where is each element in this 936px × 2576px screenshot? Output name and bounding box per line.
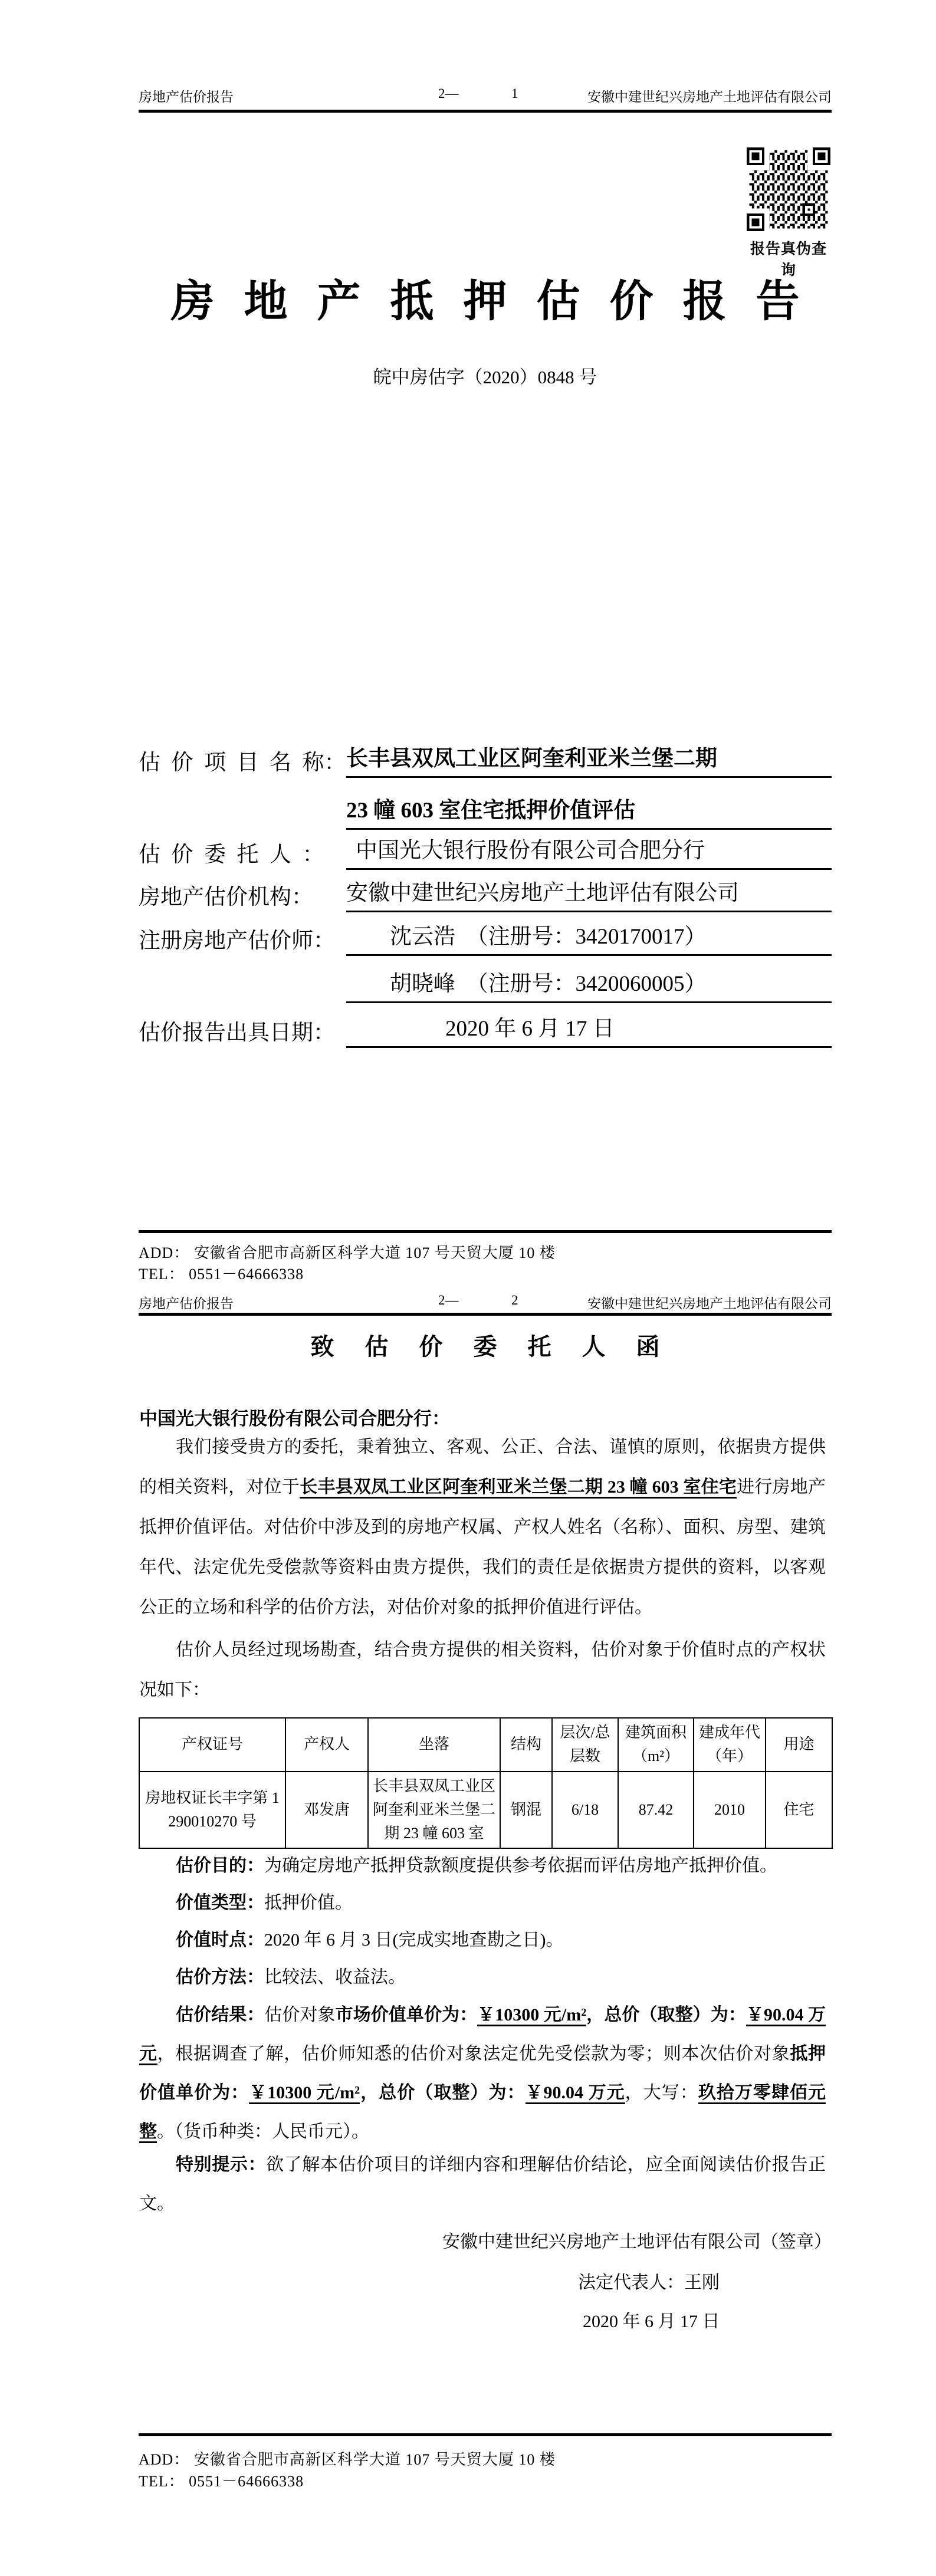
page1-header (139, 86, 832, 104)
result-mortgage-total: ￥90.04 万元 (526, 2083, 625, 2104)
footer-rule (139, 2433, 832, 2436)
footer-rule (139, 1230, 832, 1233)
table-header-cell: 建成年代（年） (694, 1718, 766, 1772)
table-header-cell: 用途 (766, 1718, 832, 1772)
header-doc-type: 房地产估价报告 (139, 1296, 234, 1311)
table-cell-use: 住宅 (766, 1772, 832, 1849)
field-purpose (139, 1847, 826, 1884)
result-label: 估价结果： (176, 2005, 265, 2025)
special-note-text: 欲了解本估价项目的详细内容和理解估价结论，应全面阅读估价报告正文。 (139, 2155, 826, 2213)
header-company-name: 安徽中建世纪兴房地产土地评估有限公司 (587, 90, 832, 104)
field-value: 安徽中建世纪兴房地产土地评估有限公司 (346, 879, 832, 912)
footer-tel: TEL： 0551－64666338 (139, 2473, 304, 2490)
result-text: ，总价（取整）为： (586, 2005, 746, 2025)
field-value-date (139, 1921, 826, 1959)
table-cell-cert-no: 房地权证长丰字第 1290010270 号 (139, 1772, 285, 1849)
page2-header (139, 1293, 832, 1310)
field-value: 2020 年 6 月 17 日 (346, 1014, 832, 1048)
field-value: 沈云浩 （注册号：3420170017） (346, 922, 832, 956)
result-mortgage-unit-price: ￥10300 元/m² (249, 2083, 360, 2104)
header-page-prefix: 2— (438, 86, 459, 101)
special-note-paragraph (139, 2145, 826, 2223)
field-label: 价值时点： (176, 1930, 264, 1950)
header-rule (139, 110, 832, 113)
letter-title: 致估价委托人函 (310, 1333, 691, 1360)
field-agency (139, 879, 832, 912)
result-text: 。（货币种类：人民币元）。 (157, 2122, 369, 2141)
field-value: 比较法、收益法。 (264, 1967, 406, 1987)
property-table (139, 1717, 833, 1849)
para1-text: 我们接受贵方的委托，秉着独立、客观、公正、合法、谨慎的原则，依据贵方提供的相关资料，对位于 (139, 1437, 826, 1497)
field-project-name (139, 744, 832, 778)
field-value: 23 幢 603 室住宅抵押价值评估 (346, 796, 832, 830)
field-label: 估价报告出具日期： (139, 1021, 335, 1045)
table-header-cell: 建筑面积（m²） (618, 1718, 694, 1772)
result-text: ，根据调查了解，估价师知悉的估价对象法定优先受偿款为零；则本次估价对象 (157, 2044, 790, 2064)
para1-property-name: 长丰县双凤工业区阿奎利亚米兰堡二期 23 幢 603 室住宅 (300, 1477, 737, 1499)
result-text: ，大写： (625, 2083, 698, 2102)
table-header-row (139, 1718, 832, 1772)
field-value: 2020 年 6 月 3 日(完成实地查勘之日)。 (264, 1930, 564, 1950)
field-value: 抵押价值。 (264, 1893, 353, 1913)
result-paragraph (139, 1996, 826, 2151)
report-title: 房地产抵押估价报告 (170, 278, 829, 326)
footer-address: ADD： 安徽省合肥市高新区科学大道 107 号天贸大厦 10 楼 (139, 1244, 556, 1261)
result-text: 抵押价值单价为： (139, 2044, 826, 2102)
result-text: 市场价值单价为： (335, 2005, 478, 2025)
table-row (139, 1772, 832, 1849)
field-value: 长丰县双凤工业区阿奎利亚米兰堡二期 (346, 744, 832, 778)
special-note-label: 特别提示： (176, 2155, 267, 2174)
table-cell-structure: 钢混 (500, 1772, 552, 1849)
header-page-number: 1 (511, 86, 518, 101)
qr-code (747, 147, 830, 231)
para1-text: 进行房地产抵押价值评估。对估价中涉及到的房地产权属、产权人姓名（名称）、面积、房型、建筑年代、法定优先受偿款等资料由贵方提供，我们的责任是依据贵方提供的资料，以客观公正的立场和科学的估价方法，对估价对象的抵押价值进行评估。 (139, 1477, 826, 1617)
header-rule (139, 1313, 832, 1316)
field-project-name-line2 (139, 796, 832, 830)
field-issue-date (139, 1014, 832, 1048)
qr-block (744, 147, 833, 280)
table-header-cell: 层次/总层数 (552, 1718, 618, 1772)
table-cell-owner: 邓发唐 (285, 1772, 368, 1849)
field-label: 估价方法： (176, 1967, 264, 1987)
report-number: 皖中房估字（2020）0848 号 (373, 367, 597, 387)
table-cell-area: 87.42 (618, 1772, 694, 1849)
table-header-cell: 结构 (500, 1718, 552, 1772)
field-label: 估价目的： (176, 1856, 264, 1875)
table-cell-floor: 6/18 (552, 1772, 618, 1849)
letter-paragraph-1 (139, 1427, 826, 1628)
field-label: 估 价 项 目 名 称： (139, 751, 346, 775)
header-doc-type: 房地产估价报告 (139, 90, 234, 104)
header-page-number: 2 (511, 1293, 518, 1307)
field-label: 价值类型： (176, 1893, 264, 1913)
result-unit-price: ￥10300 元/m² (477, 2005, 586, 2026)
header-company-name: 安徽中建世纪兴房地产土地评估有限公司 (587, 1296, 832, 1311)
table-cell-year: 2010 (694, 1772, 766, 1849)
field-value: 为确定房地产抵押贷款额度提供参考依据而评估房地产抵押价值。 (264, 1856, 777, 1875)
letter-addressee: 中国光大银行股份有限公司合肥分行： (139, 1408, 450, 1429)
footer-address: ADD： 安徽省合肥市高新区科学大道 107 号天贸大厦 10 楼 (139, 2451, 556, 2468)
field-label: 估 价 委 托 人 ： (139, 843, 324, 867)
result-text: ，总价（取整）为： (360, 2083, 526, 2102)
header-page-prefix: 2— (438, 1293, 459, 1307)
field-method (139, 1959, 826, 1996)
qr-caption: 报告真伪查询 (750, 241, 827, 278)
signature-date: 2020 年 6 月 17 日 (583, 2312, 720, 2331)
letter-paragraph-2: 估价人员经过现场勘查，结合贵方提供的相关资料，估价对象于价值时点的产权状况如下： (139, 1640, 826, 1700)
table-header-cell: 坐落 (368, 1718, 500, 1772)
result-total-price: ￥90.04 万元 (139, 2005, 826, 2065)
signature-legal-representative: 法定代表人：王刚 (578, 2273, 720, 2292)
table-header-cell: 产权证号 (139, 1718, 285, 1772)
field-label: 房地产估价机构： (139, 885, 313, 909)
signature-company: 安徽中建世纪兴房地产土地评估有限公司（签章） (442, 2232, 832, 2252)
field-client (139, 836, 832, 870)
field-value: 胡晓峰 （注册号：3420060005） (346, 970, 832, 1003)
field-value: 中国光大银行股份有限公司合肥分行 (346, 836, 832, 870)
table-cell-location: 长丰县双凤工业区阿奎利亚米兰堡二期 23 幢 603 室 (368, 1772, 500, 1849)
field-appraiser-2 (139, 970, 832, 1003)
field-value-type (139, 1884, 826, 1921)
table-header-cell: 产权人 (285, 1718, 368, 1772)
result-amount-words: 玖拾万零肆佰元整 (139, 2083, 826, 2143)
footer-tel: TEL： 0551－64666338 (139, 1266, 304, 1283)
result-text: 估价对象 (264, 2005, 336, 2025)
field-label: 注册房地产估价师： (139, 929, 335, 953)
field-appraiser-1 (139, 922, 832, 956)
